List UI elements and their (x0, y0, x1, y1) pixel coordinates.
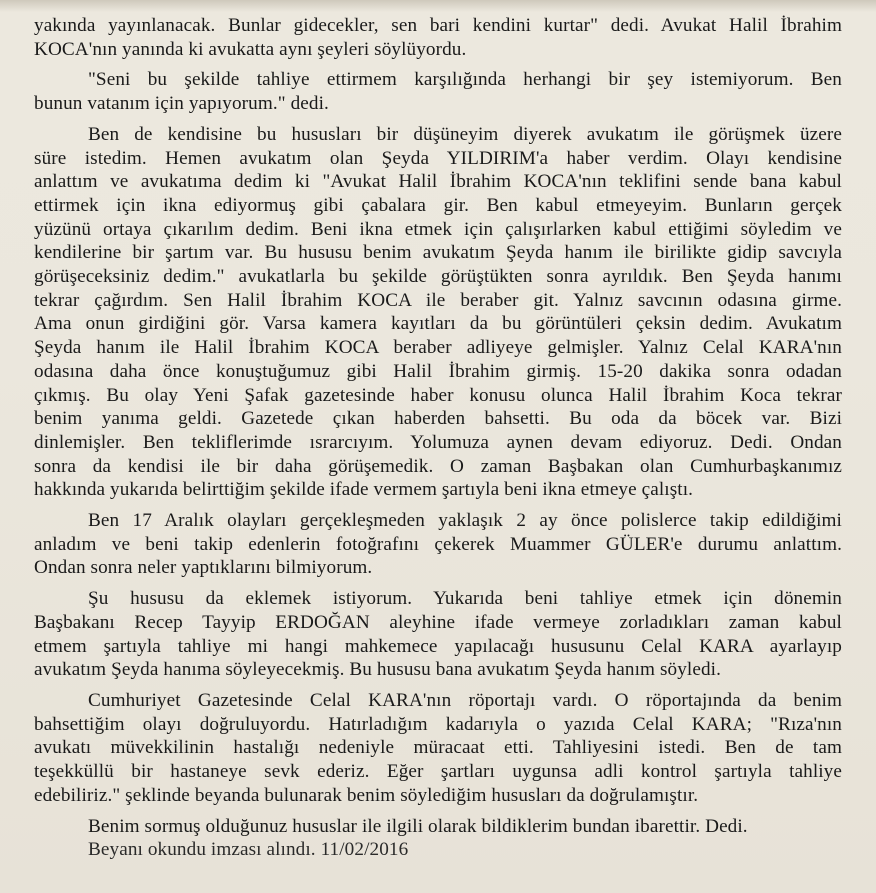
text-line: avukatı müvekkilinin hastalığı nedeniyle müracaat etti. Tahliyesini istedi. Ben de tam (34, 737, 842, 759)
text-line: Ben 17 Aralık olayları gerçekleşmeden yaklaşık 2 ay önce polislerce takip edildiğimi (88, 510, 842, 532)
text-line: görüşeceksiniz dedim." avukatlarla bu şekilde görüştükten sonra ayrıldık. Ben Şeyda hanımı (34, 266, 842, 288)
text-line: "Seni bu şekilde tahliye ettirmem karşılığında herhangi bir şey istemiyorum. Ben (88, 69, 842, 91)
text-line: bunun vatanım için yapıyorum." dedi. (34, 93, 329, 115)
paragraph (34, 14, 842, 61)
text-line: Benim sormuş olduğunuz hususlar ile ilgili olarak bildiklerim bundan ibarettir. Dedi. (88, 815, 748, 837)
text-line: Şeyda hanım ile Halil İbrahim KOCA beraber adliyeye gelmişler. Yalnız Celal KARA'nın (34, 337, 842, 359)
paragraph (34, 123, 842, 502)
text-line: Ondan sonra neler yaptıklarını bilmiyorum. (34, 557, 373, 579)
statement-text (34, 14, 842, 862)
text-line: avukatım Şeyda hanıma söyleyecekmiş. Bu hususu bana avukatım Şeyda hanım söyledi. (34, 659, 721, 681)
text-line: yüzünü ortaya çıkarılım dedim. Beni ikna etmek için çalışırlarken kabul ettiğimi söyledim ve (34, 218, 842, 240)
text-line: yakında yayınlanacak. Bunlar gidecekler, sen bari kendini kurtar" dedi. Avukat Halil İbrahim (34, 15, 842, 36)
text-line: Beyanı okundu imzası alındı. 11/02/2016 (88, 839, 409, 861)
paragraph (34, 689, 842, 808)
text-line: sonra da kendisi ile bir daha görüşemedik. O zaman Başbakan olan Cumhurbaşkanımız (34, 455, 842, 477)
paragraph (34, 587, 842, 682)
paragraph (34, 509, 842, 580)
text-line: Başbakanı Recep Tayyip ERDOĞAN aleyhine ifade vermeye zorladıkları zaman kabul (34, 611, 842, 633)
text-line: anladım ve beni takip edenlerin fotoğrafını çekerek Muammer GÜLER'e durumu anlattım. (34, 533, 842, 555)
text-line: süre istedim. Hemen avukatım olan Şeyda YILDIRIM'a haber verdim. Olayı kendisine (34, 147, 842, 169)
text-line: etmem şartıyla tahliye mi hangi mahkemece yapılacağı hususunu Celal KARA ayarlayıp (34, 635, 842, 657)
text-line: bahsettiğim olayı doğruluyordu. Hatırladığım kadarıyla o yazıda Celal KARA; "Rıza'nın (34, 713, 842, 735)
text-line: Ama onun girdiğini gör. Varsa kamera kayıtları da bu görüntüleri çeksin dedim. Avukatım (34, 313, 842, 335)
text-line: çıkmış. Bu olay Yeni Şafak gazetesinde haber konusu olunca Halil İbrahim Koca tekrar (34, 384, 842, 406)
text-line: KOCA'nın yanında ki avukatta aynı şeyleri söylüyordu. (34, 38, 467, 60)
text-line: kendilerine bir şartım var. Bu hususu benim avukatım Şeyda hanım ile birilikte gidip savcıyla (34, 242, 842, 264)
paragraph (34, 68, 842, 115)
page-edge-shadow (0, 0, 876, 12)
text-line: edebiliriz." şeklinde beyanda bulunarak benim söylediğim hususları da doğrulamıştır. (34, 784, 699, 806)
text-line: ettirmek için ikna ediyormuş gibi çabalara gir. Ben kabul etmeyeyim. Bunların gerçek (34, 194, 842, 216)
text-line: benim yanıma geldi. Gazetede çıkan haberden bahsetti. Bu oda da böcek var. Bizi (34, 408, 842, 430)
text-line: hakkında yukarıda belirttiğim şekilde ifade vermem şartıyla beni ikna etmeye çalıştı. (34, 479, 694, 501)
text-line: Cumhuriyet Gazetesinde Celal KARA'nın röportajı vardı. O röportajında da benim (88, 689, 842, 711)
text-line: tekrar çağırdım. Sen Halil İbrahim KOCA ile beraber git. Yalnız savcının odasına girme. (34, 289, 842, 311)
text-line: anlattım ve avukatıma dedim ki "Avukat Halil İbrahim KOCA'nın teklifini sende bana kabul (34, 171, 842, 193)
text-line: Ben de kendisine bu hususları bir düşüneyim diyerek avukatım ile görüşmek üzere (88, 123, 842, 145)
text-line: dinlemişler. Ben tekliflerimde ısrarcıyım. Yolumuza aynen devam ediyoruz. Dedi. Ondan (34, 431, 842, 453)
text-line: teşekküllü bir hastaneye sevk ederiz. Eğer şartları uygunsa adli kontrol şartıyla tahliye (34, 761, 842, 783)
text-line: Şu hususu da eklemek istiyorum. Yukarıda beni tahliye etmek için dönemin (88, 588, 842, 610)
text-line: odasına daha önce konuştuğumuz gibi Halil İbrahim girmiş. 15-20 dakika sonra odadan (34, 360, 842, 382)
paragraph (34, 815, 842, 862)
